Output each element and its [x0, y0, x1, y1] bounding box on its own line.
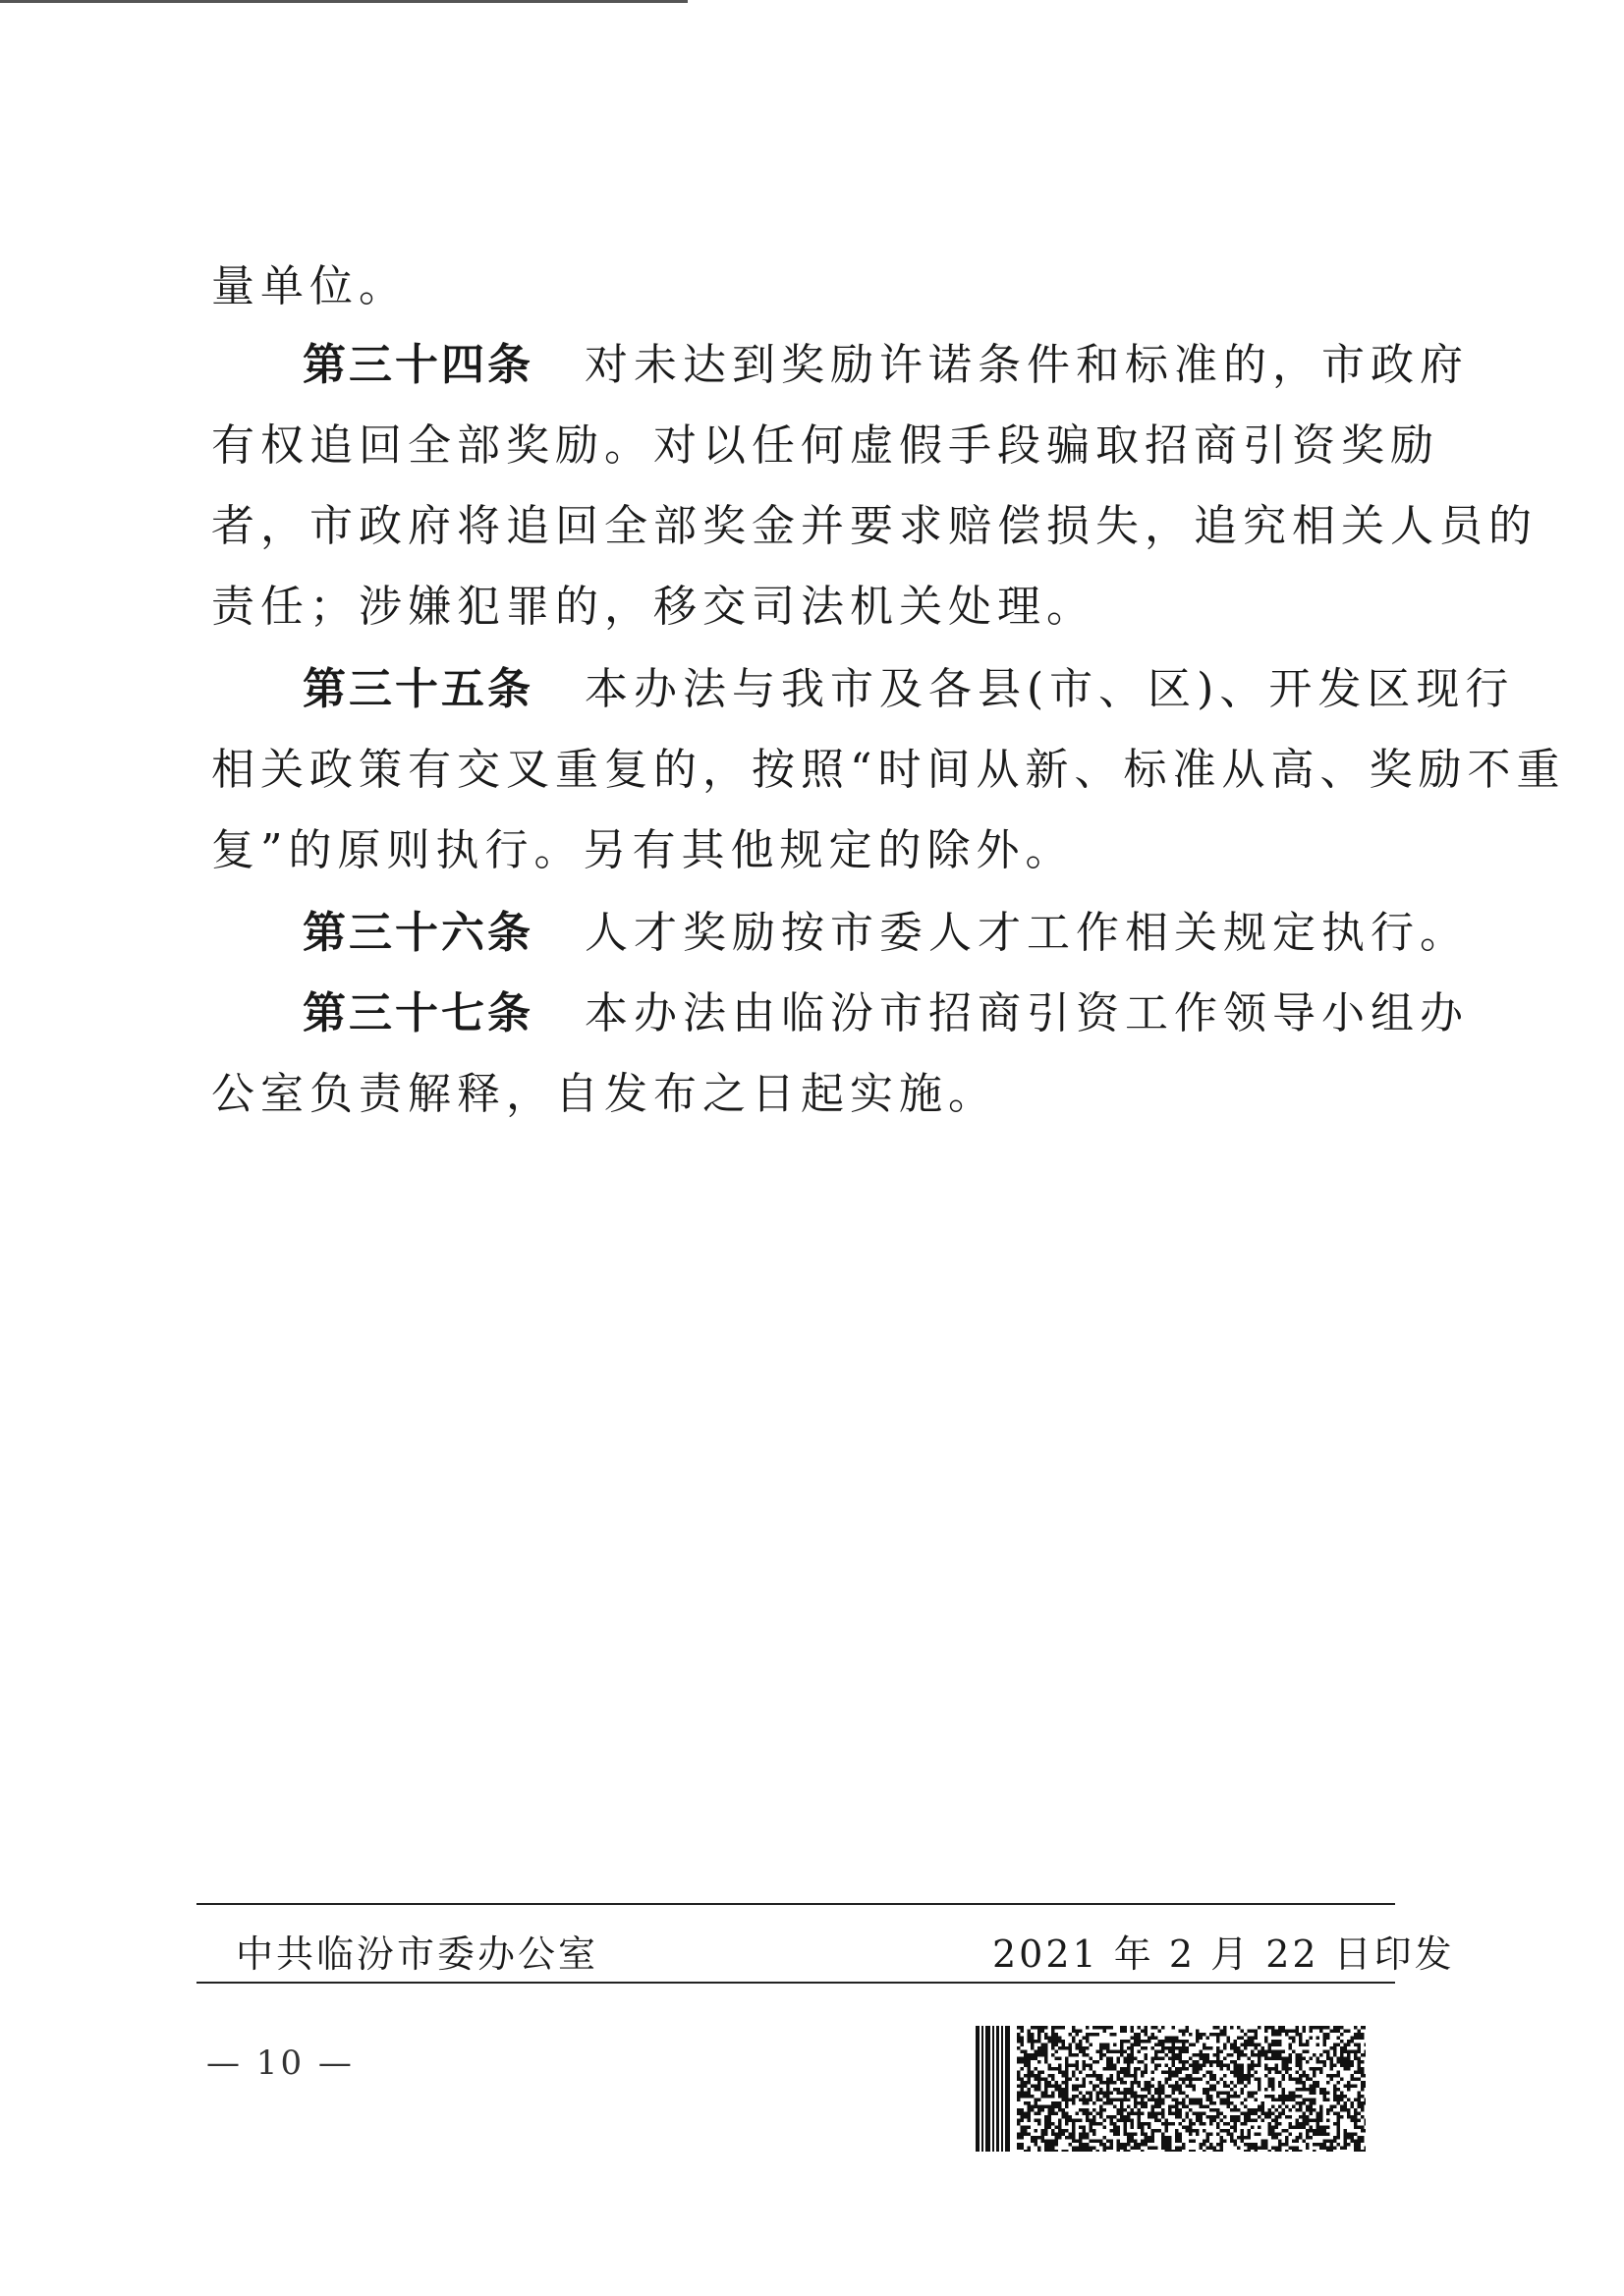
article-37-line-2: 公室负责解释，自发布之日起实施。: [211, 1069, 997, 1119]
footer-print-date: 2021 年 2 月 22 日印发: [992, 1932, 1455, 1976]
article-35-line-3: 复”的原则执行。另有其他规定的除外。: [211, 825, 1075, 875]
article-34-line-3: 者，市政府将追回全部奖金并要求赔偿损失，追究相关人员的: [211, 501, 1538, 551]
article-35-line-2: 相关政策有交叉重复的，按照“时间从新、标准从高、奖励不重: [211, 745, 1566, 795]
article-36-heading: 第三十六条: [303, 908, 533, 958]
barcode-image: [976, 2026, 1366, 2152]
article-37-heading: 第三十七条: [303, 988, 533, 1038]
page-top-edge-line: [0, 0, 688, 3]
article-35-heading: 第三十五条: [303, 664, 533, 714]
article-34-line-4: 责任；涉嫌犯罪的，移交司法机关处理。: [211, 582, 1095, 632]
article-36-line-1: 第三十六条 人才奖励按市委人才工作相关规定执行。: [303, 908, 1469, 958]
article-37-line-1: 第三十七条 本办法由临汾市招商引资工作领导小组办: [303, 988, 1469, 1038]
footer-bottom-rule: [196, 1982, 1395, 1984]
footer-issuer: 中共临汾市委办公室: [236, 1932, 599, 1976]
footer-top-rule: [196, 1903, 1395, 1905]
article-34-line-1: 第三十四条 对未达到奖励许诺条件和标准的，市政府: [303, 340, 1469, 390]
page-number: — 10 —: [206, 2044, 355, 2083]
paragraph-continuation-line: 量单位。: [211, 261, 408, 311]
article-34-heading: 第三十四条: [303, 340, 533, 390]
article-34-line-2: 有权追回全部奖励。对以任何虚假手段骗取招商引资奖励: [211, 420, 1439, 471]
article-35-line-1: 第三十五条 本办法与我市及各县(市、区)、开发区现行: [303, 664, 1515, 714]
